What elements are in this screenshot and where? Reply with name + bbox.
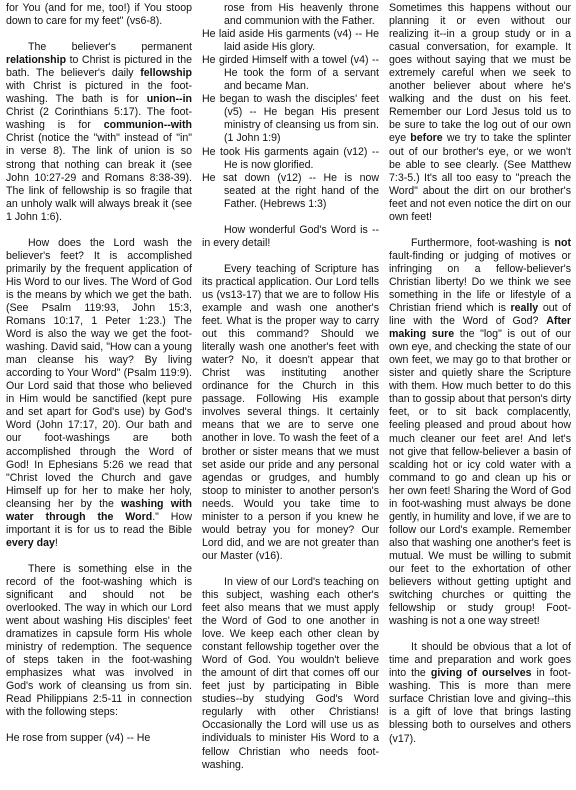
text-run: rose from His heavenly throne and communion with the Father. — [224, 2, 379, 28]
bold-text: really — [510, 302, 539, 315]
paragraph — [202, 224, 379, 250]
step-item — [202, 93, 379, 145]
text-run: with Christ is pictured in the foot-washing. The bath is for — [6, 80, 192, 106]
text-run: ! — [54, 536, 58, 549]
text-run: How wonderful God's Word is --in every detail! — [202, 223, 379, 249]
text-run: Sometimes this happens without our planning it or even without our realizing it--in a group study or in a casual conversation, for example. It goes without saying that we must be extremely careful when we seek to another believer about where he's walking and the dust on his feet. Remember our Lord Jesus told us to be sure to take the log out of our own eye — [389, 2, 571, 145]
text-run: He rose from supper (v4) -- He — [6, 732, 151, 745]
text-run: ." How important it is for us to read the Bible — [6, 510, 192, 536]
bold-text: communion--with — [103, 119, 192, 132]
step-item — [202, 2, 379, 28]
bold-text: washing with water through the Word — [6, 497, 192, 523]
step-item — [202, 146, 379, 172]
paragraph — [6, 2, 192, 28]
text-run: Christ (notice the "with" instead of "in" in verse 8). The link of union is so strong that nothing can break it (see John 10:27-29 and Romans 8:38-39). The link of fellowship is so fragile that an unholy walk will always break it (see 1 John 1:6). — [6, 132, 192, 223]
paragraph — [389, 2, 571, 224]
paragraph — [6, 563, 192, 720]
bold-text: not — [554, 236, 571, 249]
paragraph — [389, 237, 571, 628]
paragraph — [6, 237, 192, 550]
paragraph — [6, 732, 192, 745]
bold-text: relationship — [6, 54, 67, 67]
paragraph — [202, 263, 379, 563]
paragraph — [6, 41, 192, 224]
text-run: He took His garments again (v12) -- He is now glorified. — [202, 145, 379, 171]
text-run: He girded Himself with a towel (v4) -- He took the form of a servant and became Man. — [202, 54, 379, 93]
paragraph — [202, 576, 379, 772]
text-run: Furthermore, foot-washing is — [411, 236, 555, 249]
text-run: to Christ is pictured in the bath. The believer's daily — [6, 54, 192, 80]
text-run: There is something else in the record of the foot-washing which is significant and should not be overlooked. The way in which our Lord went about washing His disciples' feet dramatizes in capsule form His whole ministry of redemption. The sequence of steps taken in the foot-washing emphasizes what was involved in God's work of cleansing us from sin. Read Philippians 2:5-11 in connection with the following steps: — [6, 562, 192, 719]
step-item — [202, 28, 379, 54]
text-run: How does the Lord wash the believer's feet? It is accomplished primarily by the frequent application of His Word to our lives. The Word of God is the means by which we get the bath. (See Psalm 119:93, John 15:3, Romans 10:17, 1 Peter 1:23.) The Word is also the way we get the foot-washing. David said, "How can a young man cleanse his way? By living according to Your Word" (Psalm 119:9). Our Lord said that those who believed in Him would be sanctified (kept pure and set apart for God's use) by God's Word (John 17:17, 20). Our bath and our foot-washings are both accomplished through the Word of God! In Ephesians 5:26 we read that "Christ loved the Church and gave Himself up for her to make her holy, cleansing her by the — [6, 236, 192, 510]
text-run: out of line with the Word of God? — [389, 302, 572, 328]
column-2 — [202, 2, 379, 790]
paragraph — [389, 641, 571, 745]
step-item — [202, 54, 379, 93]
text-run: we try to take the splinter out of our brother's eye, or we won't be able to see clearly. (See Matthew 7:3-5.) It's all too easy to "preach the Word" about the dirt on our brother's feet and not even notice the dirt on our own feet! — [389, 132, 571, 223]
text-run: in foot-washing. This is more than mere surface Christian love and giving--this is a gift of love that brings lasting blessing both to ourselves and others (v17). — [389, 667, 571, 745]
column-3 — [389, 2, 571, 790]
text-run: fault-finding or judging of motives or infringing on a fellow-believer's Christian liberty! Do we think we see something in the life or lifestyle of a Christian friend which is — [389, 249, 571, 315]
step-item — [202, 172, 379, 211]
bold-text: before — [410, 132, 443, 145]
text-run: He sat down (v12) -- He is now seated at the right hand of the Father. (Hebrews 1:3) — [202, 171, 379, 210]
text-run: the "log" is out of our own eye, and checking the state of our own feet, we may go to that brother or sister and quietly share the Scripture with them. How much better to do this than to gossip about that person's dirty feet, or to sit back complacently, feeling pleased and proud about how much cleaner our feet are! And let's not give that fellow-believer a basin of scalding hot or icy cold water with a command to go and clean up his or her own feet! Sharing the Word of God in foot-washing must always be done gently, in humility and love, if we are to follow our Lord's example. Remember also that washing one another's feet is mutual. We must be willing to submit our feet to the exhortation of other believers without getting uptight and switching churches or quitting the fellowship or study group! Foot-washing is not a one way street! — [389, 328, 571, 628]
column-1 — [6, 2, 192, 790]
text-run: Christ (2 Corinthians 5:17). The foot-washing is for — [6, 106, 192, 132]
bold-text: union--in — [146, 93, 192, 106]
bold-text: every day — [6, 536, 55, 549]
bold-text: After making sure — [389, 315, 571, 341]
text-run: for You (and for me, too!) if You stoop down to care for my feet" (vs6-8). — [6, 2, 192, 28]
text-run: He laid aside His garments (v4) -- He laid aside His glory. — [202, 28, 379, 54]
bold-text: fellowship — [140, 67, 192, 80]
text-run: The believer's permanent — [28, 41, 192, 54]
text-run: It should be obvious that a lot of time and preparation and work goes into the — [389, 641, 571, 680]
text-run: He began to wash the disciples' feet (v5) -- He began His present ministry of cleansing us from sin. (1 John 1:9) — [202, 93, 379, 145]
text-run: Every teaching of Scripture has its practical application. Our Lord tells us (vs13-17) that we are to follow His example and wash one another's feet. What is the proper way to carry out this command? Should we literally wash one another's feet with water? No, it doesn't appear that Christ was instituting another ordinance for the Church in this passage. Following His example involves several things. It certainly means that we are to serve one another in love. To wash the feet of a brother or sister means that we must set aside our pride and any personal agendas or grudges, and humbly stoop to minister to another person's needs. Would you take time to minister to a person if you knew he would betray you for money? Our Lord did, and we are not greater than our Master (v16). — [202, 262, 379, 562]
text-run: In view of our Lord's teaching on this subject, washing each other's feet also means that we must apply the Word of God to one another in love. We keep each other clean by constant fellowship together over the Word of God. You wouldn't believe the amount of dirt that comes off our feet just by participating in Bible studies--by studying God's Word regularly with other Christians! Occasionally the Lord will use us as individuals to minister His Word to a fellow Christian who needs foot-washing. — [202, 575, 379, 771]
bold-text: giving of ourselves — [430, 667, 532, 680]
